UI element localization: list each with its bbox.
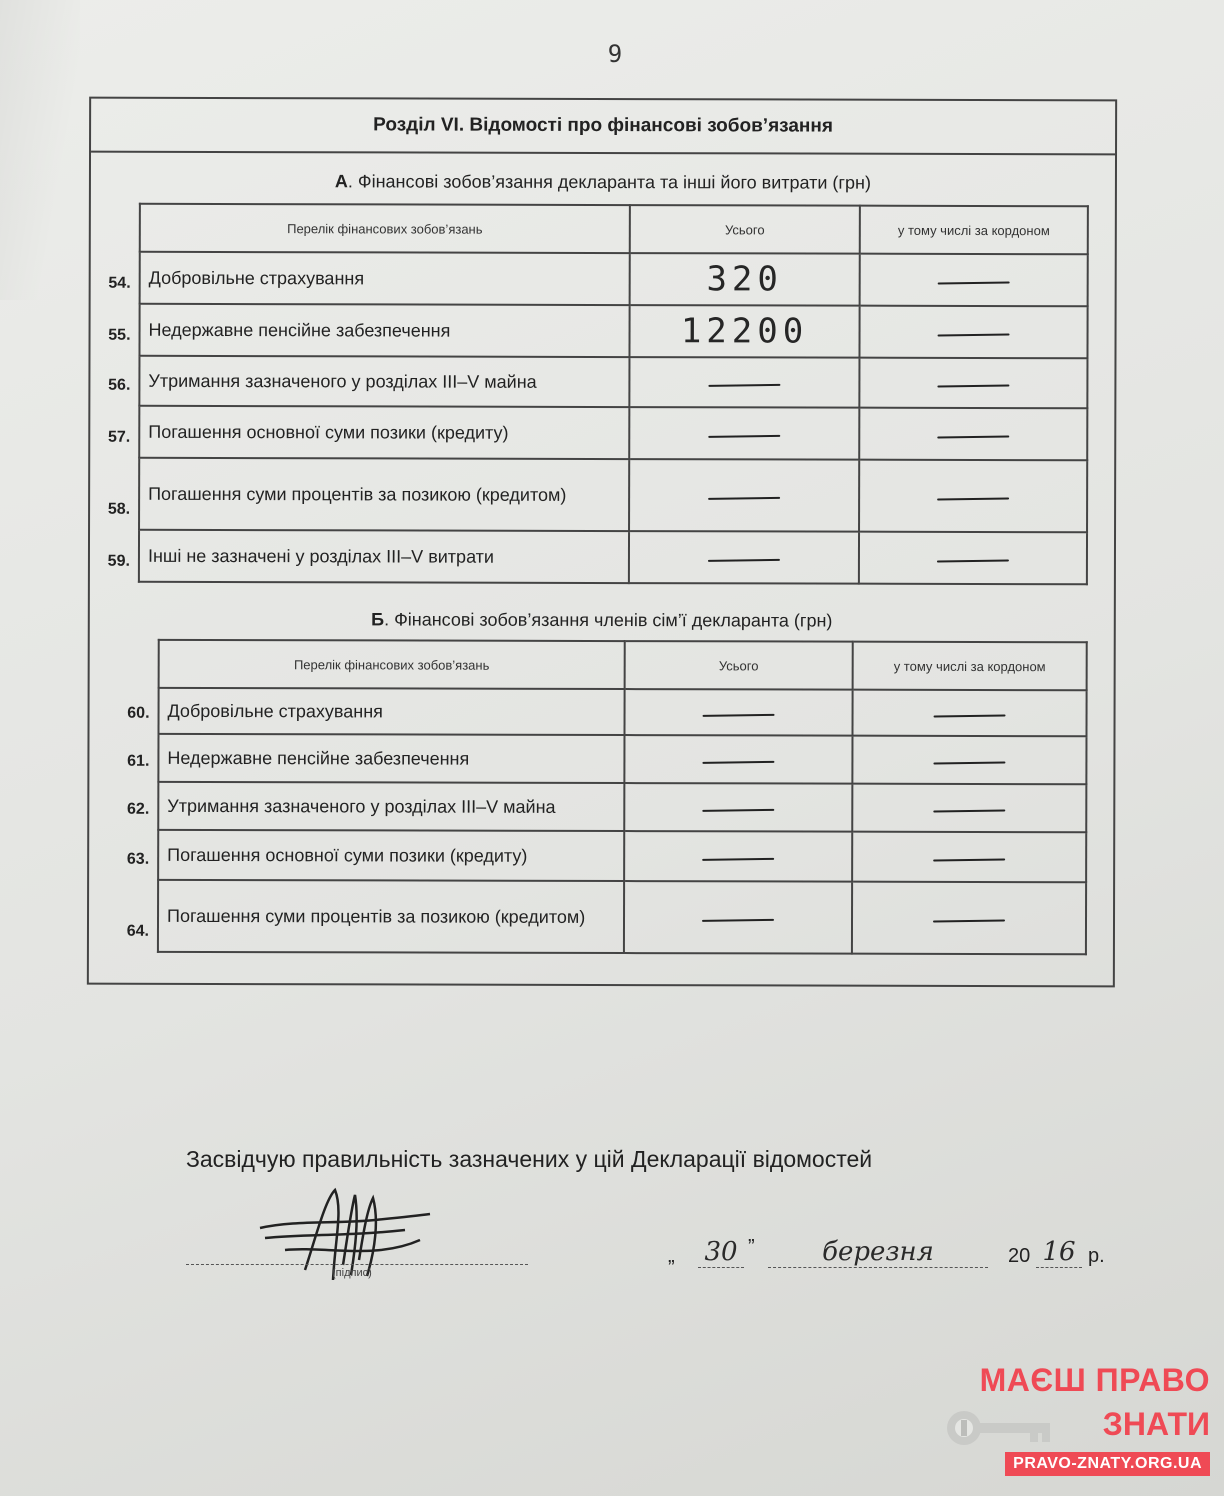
date-month: березня [768, 1237, 988, 1268]
handwritten-dash [933, 809, 1005, 812]
table-row [158, 830, 1086, 882]
handwritten-dash [934, 714, 1006, 717]
row-number: 56. [108, 376, 131, 394]
watermark-logo [970, 1362, 1210, 1484]
table-row [139, 530, 1087, 584]
cell-abroad [852, 882, 1086, 955]
part-b-prefix: Б [371, 609, 385, 630]
cell-abroad [852, 832, 1086, 883]
handwritten-dash [702, 761, 774, 764]
cell-abroad [852, 736, 1086, 785]
handwritten-dash [933, 858, 1005, 861]
handwritten-value: 12200 [680, 311, 809, 352]
handwritten-dash [937, 497, 1009, 500]
table-row [139, 458, 1087, 532]
part-b-title [90, 609, 1114, 633]
cell-abroad [852, 690, 1086, 737]
cell-total [629, 305, 859, 358]
handwritten-dash [933, 919, 1005, 922]
row-label: Утримання зазначеного у розділах III–V майна [139, 356, 629, 407]
section-title: Розділ VI. Відомості про фінансові зобов’язання [91, 99, 1115, 156]
row-number: 60. [127, 704, 150, 722]
row-label: Погашення суми процентів за позикою (кредитом) [139, 458, 629, 531]
column-header-total: Усього [625, 641, 853, 690]
column-header-abroad: у тому числі за кордоном [853, 642, 1087, 691]
handwritten-dash [708, 384, 780, 387]
row-label: Погашення основної суми позики (кредиту) [139, 406, 629, 459]
page-number: 9 [607, 40, 623, 68]
paper-fold-shadow [0, 0, 80, 300]
signature-line [186, 1264, 528, 1265]
cell-total [630, 253, 860, 306]
handwritten-dash [938, 333, 1010, 336]
row-label: Недержавне пенсійне забезпечення [139, 304, 629, 357]
handwritten-dash [703, 714, 775, 717]
cell-abroad [859, 408, 1087, 461]
date-year-suffix: 16 [1036, 1237, 1082, 1268]
table-row [158, 782, 1086, 832]
column-header-total: Усього [630, 205, 860, 254]
cell-total [629, 357, 859, 408]
section-vi-box [87, 97, 1117, 988]
row-number: 55. [108, 326, 131, 344]
cell-total [624, 881, 852, 954]
date-open-quote: „ [668, 1245, 675, 1267]
handwritten-value: 320 [706, 259, 783, 300]
row-label: Утримання зазначеного у розділах III–V майна [158, 782, 624, 831]
cell-abroad [852, 784, 1086, 833]
watermark-line1: МАЄШ ПРАВО [979, 1362, 1210, 1398]
date-year-prefix: 20 [1008, 1245, 1031, 1267]
handwritten-dash [938, 281, 1010, 284]
row-number: 63. [126, 850, 150, 868]
cell-total [629, 531, 859, 584]
signature-caption: (підпис) [332, 1267, 372, 1279]
part-b-table [157, 639, 1088, 955]
row-number: 59. [107, 552, 130, 570]
date-close-quote: ” [748, 1236, 755, 1258]
handwritten-dash [702, 919, 774, 922]
row-number: 64. [126, 922, 150, 940]
date-year-mark: р. [1088, 1245, 1105, 1267]
part-b-header-row [159, 640, 1087, 690]
cell-total [624, 735, 852, 784]
handwritten-dash [702, 858, 774, 861]
part-a-prefix: А [334, 171, 348, 192]
cell-abroad [859, 306, 1087, 359]
watermark-url: PRAVO-ZNATY.ORG.UA [1005, 1452, 1210, 1476]
row-label: Погашення суми процентів за позикою (кредитом) [158, 880, 624, 953]
cell-total [629, 459, 859, 532]
row-label: Добровільне страхування [158, 688, 624, 735]
handwritten-dash [933, 761, 1005, 764]
part-a-header-row [140, 204, 1088, 254]
column-header-list: Перелік фінансових зобов’язань [159, 640, 625, 689]
row-label: Недержавне пенсійне забезпечення [158, 734, 624, 783]
column-header-list: Перелік фінансових зобов’язань [140, 204, 630, 253]
part-a-title-text: . Фінансові зобов’язання декларанта та інші його витрати (грн) [347, 171, 871, 193]
cell-total [624, 831, 852, 882]
row-label: Добровільне страхування [140, 252, 630, 305]
part-a-title [91, 171, 1115, 195]
part-a-table [138, 203, 1089, 585]
table-row [158, 880, 1086, 954]
cell-total [624, 783, 852, 832]
watermark-line2: ЗНАТИ [1102, 1406, 1210, 1442]
handwritten-dash [702, 809, 774, 812]
cell-abroad [859, 460, 1087, 533]
table-row [158, 688, 1086, 736]
key-icon [944, 1408, 1054, 1448]
cell-abroad [860, 254, 1088, 307]
table-row [139, 406, 1087, 460]
table-row [140, 252, 1088, 306]
row-number: 58. [107, 500, 131, 518]
cell-abroad [859, 358, 1087, 409]
column-header-abroad: у тому числі за кордоном [860, 206, 1088, 255]
date-day: 30 [698, 1237, 744, 1268]
table-row [139, 356, 1087, 408]
row-number: 54. [108, 274, 131, 292]
cell-abroad [859, 532, 1087, 585]
table-row [139, 304, 1087, 358]
handwritten-dash [937, 384, 1009, 387]
table-row [158, 734, 1086, 784]
cell-total [624, 689, 852, 736]
handwritten-dash [708, 435, 780, 438]
row-label: Погашення основної суми позики (кредиту) [158, 830, 624, 881]
handwritten-dash [937, 435, 1009, 438]
row-label: Інші не зазначені у розділах III–V витрати [139, 530, 629, 583]
row-number: 57. [108, 428, 131, 446]
handwritten-dash [708, 497, 780, 500]
certification-text: Засвідчую правильність зазначених у цій Декларації відомостей [186, 1146, 873, 1172]
cell-total [629, 407, 859, 460]
row-number: 61. [127, 752, 150, 770]
row-number: 62. [127, 800, 150, 818]
handwritten-dash [708, 559, 780, 562]
handwritten-dash [937, 559, 1009, 562]
part-b-title-text: . Фінансові зобов’язання членів сім’ї декларанта (грн) [384, 609, 833, 631]
